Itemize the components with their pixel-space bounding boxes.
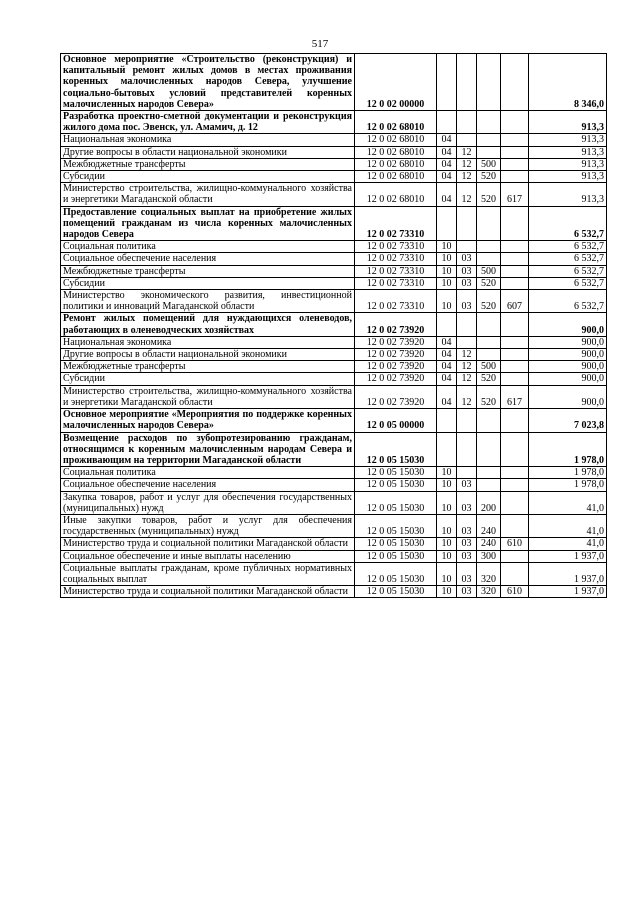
cell-amount: 6 532,7	[529, 265, 607, 277]
cell-administrator	[501, 206, 529, 241]
table-row	[61, 134, 607, 146]
cell-amount: 913,3	[529, 134, 607, 146]
cell-subsection: 03	[457, 479, 477, 491]
cell-administrator: 607	[501, 290, 529, 313]
cell-section: 10	[437, 586, 457, 598]
cell-administrator	[501, 361, 529, 373]
cell-subsection: 12	[457, 183, 477, 206]
row-label: Социальное обеспечение населения	[63, 479, 217, 491]
cell-code: 12 0 02 68010	[355, 146, 437, 158]
table-row	[61, 373, 607, 385]
cell-section: 04	[437, 183, 457, 206]
cell-name	[61, 409, 355, 432]
cell-code: 12 0 05 00000	[355, 409, 437, 432]
cell-code: 12 0 02 73920	[355, 373, 437, 385]
cell-code: 12 0 05 15030	[355, 479, 437, 491]
cell-administrator	[501, 253, 529, 265]
budget-table	[60, 53, 607, 598]
cell-expense-type	[477, 479, 501, 491]
cell-name	[61, 373, 355, 385]
cell-amount: 8 346,0	[529, 54, 607, 111]
cell-expense-type: 520	[477, 290, 501, 313]
cell-subsection	[457, 241, 477, 253]
cell-name	[61, 265, 355, 277]
row-label: Предоставление социальных выплат на приобретение жилых помещений гражданам из числа коренных малочисленных народов Севера	[63, 206, 352, 241]
cell-expense-type: 320	[477, 586, 501, 598]
cell-section: 10	[437, 479, 457, 491]
cell-section	[437, 111, 457, 134]
cell-name	[61, 336, 355, 348]
table-row	[61, 538, 607, 550]
row-label: Социальная политика	[63, 467, 156, 479]
cell-amount: 1 978,0	[529, 432, 607, 467]
cell-subsection: 03	[457, 550, 477, 562]
cell-expense-type	[477, 146, 501, 158]
cell-name	[61, 432, 355, 467]
cell-code: 12 0 02 73920	[355, 349, 437, 361]
cell-administrator	[501, 134, 529, 146]
cell-expense-type	[477, 336, 501, 348]
row-label: Другие вопросы в области национальной экономики	[63, 146, 287, 158]
cell-section: 10	[437, 467, 457, 479]
cell-expense-type	[477, 241, 501, 253]
cell-subsection: 03	[457, 491, 477, 514]
cell-administrator	[501, 241, 529, 253]
row-label: Министерство труда и социальной политики Магаданской области	[63, 538, 348, 550]
row-label: Другие вопросы в области национальной экономики	[63, 349, 287, 361]
row-label: Министерство труда и социальной политики Магаданской области	[63, 586, 348, 598]
cell-code: 12 0 02 73310	[355, 277, 437, 289]
cell-amount: 900,0	[529, 385, 607, 408]
cell-expense-type: 520	[477, 277, 501, 289]
cell-subsection	[457, 467, 477, 479]
table-row	[61, 253, 607, 265]
table-row	[61, 111, 607, 134]
cell-code: 12 0 02 68010	[355, 158, 437, 170]
cell-section	[437, 432, 457, 467]
cell-administrator	[501, 373, 529, 385]
cell-amount: 913,3	[529, 146, 607, 158]
table-row	[61, 385, 607, 408]
cell-subsection	[457, 54, 477, 111]
cell-amount: 913,3	[529, 158, 607, 170]
cell-subsection	[457, 313, 477, 336]
table-row	[61, 158, 607, 170]
cell-expense-type	[477, 409, 501, 432]
cell-expense-type: 520	[477, 385, 501, 408]
cell-code: 12 0 05 15030	[355, 550, 437, 562]
cell-code: 12 0 02 73310	[355, 265, 437, 277]
cell-administrator	[501, 146, 529, 158]
row-label: Закупка товаров, работ и услуг для обеспечения государственных (муниципальных) нужд	[63, 491, 352, 514]
cell-administrator	[501, 432, 529, 467]
table-row	[61, 277, 607, 289]
cell-subsection: 12	[457, 373, 477, 385]
table-row	[61, 550, 607, 562]
cell-expense-type	[477, 54, 501, 111]
cell-name	[61, 158, 355, 170]
cell-amount: 913,3	[529, 183, 607, 206]
cell-name	[61, 349, 355, 361]
cell-administrator: 617	[501, 385, 529, 408]
cell-amount: 900,0	[529, 373, 607, 385]
row-label: Основное мероприятие «Мероприятия по поддержке коренных малочисленных народов Севера»	[63, 409, 352, 432]
cell-amount: 913,3	[529, 171, 607, 183]
cell-section: 04	[437, 134, 457, 146]
cell-code: 12 0 05 15030	[355, 467, 437, 479]
cell-section: 10	[437, 538, 457, 550]
cell-code: 12 0 05 15030	[355, 562, 437, 585]
cell-code: 12 0 02 00000	[355, 54, 437, 111]
cell-administrator	[501, 491, 529, 514]
cell-name	[61, 491, 355, 514]
cell-section: 04	[437, 336, 457, 348]
cell-subsection: 12	[457, 171, 477, 183]
cell-amount: 41,0	[529, 538, 607, 550]
cell-section	[437, 54, 457, 111]
cell-code: 12 0 02 73920	[355, 336, 437, 348]
cell-code: 12 0 02 68010	[355, 134, 437, 146]
cell-code: 12 0 05 15030	[355, 538, 437, 550]
cell-subsection: 03	[457, 277, 477, 289]
cell-expense-type: 300	[477, 550, 501, 562]
row-label: Межбюджетные трансферты	[63, 361, 186, 373]
cell-subsection: 12	[457, 146, 477, 158]
cell-amount: 41,0	[529, 514, 607, 537]
cell-code: 12 0 05 15030	[355, 514, 437, 537]
cell-code: 12 0 02 73310	[355, 241, 437, 253]
cell-administrator: 617	[501, 183, 529, 206]
cell-expense-type: 240	[477, 514, 501, 537]
table-row	[61, 146, 607, 158]
cell-amount: 900,0	[529, 336, 607, 348]
cell-subsection: 12	[457, 349, 477, 361]
cell-name	[61, 550, 355, 562]
cell-section: 04	[437, 146, 457, 158]
cell-code: 12 0 05 15030	[355, 432, 437, 467]
table-row	[61, 514, 607, 537]
cell-section	[437, 409, 457, 432]
table-row	[61, 586, 607, 598]
row-label: Разработка проектно-сметной документации и реконструкция жилого дома пос. Эвенск, ул. Амамич, д. 12	[63, 111, 352, 134]
cell-section: 10	[437, 562, 457, 585]
cell-code: 12 0 02 73920	[355, 385, 437, 408]
cell-amount: 913,3	[529, 111, 607, 134]
row-label: Ремонт жилых помещений для нуждающихся оленеводов, работающих в оленеводческих хозяйствах	[63, 313, 352, 336]
cell-code: 12 0 02 73310	[355, 206, 437, 241]
cell-name	[61, 586, 355, 598]
cell-subsection: 03	[457, 586, 477, 598]
cell-expense-type: 320	[477, 562, 501, 585]
table-row	[61, 183, 607, 206]
cell-name	[61, 538, 355, 550]
cell-code: 12 0 02 73310	[355, 290, 437, 313]
cell-name	[61, 385, 355, 408]
cell-expense-type	[477, 313, 501, 336]
cell-expense-type: 500	[477, 265, 501, 277]
table-row	[61, 467, 607, 479]
cell-name	[61, 313, 355, 336]
cell-code: 12 0 02 73310	[355, 253, 437, 265]
cell-administrator	[501, 479, 529, 491]
cell-section: 10	[437, 290, 457, 313]
table-row	[61, 336, 607, 348]
cell-name	[61, 111, 355, 134]
cell-name	[61, 479, 355, 491]
cell-administrator	[501, 562, 529, 585]
cell-subsection: 03	[457, 562, 477, 585]
cell-name	[61, 361, 355, 373]
cell-subsection: 03	[457, 514, 477, 537]
cell-amount: 1 937,0	[529, 550, 607, 562]
table-row	[61, 491, 607, 514]
cell-expense-type	[477, 253, 501, 265]
cell-code: 12 0 02 68010	[355, 171, 437, 183]
cell-name	[61, 134, 355, 146]
cell-name	[61, 171, 355, 183]
cell-subsection	[457, 111, 477, 134]
cell-administrator	[501, 336, 529, 348]
cell-amount: 6 532,7	[529, 241, 607, 253]
row-label: Субсидии	[63, 171, 105, 183]
cell-section: 10	[437, 241, 457, 253]
cell-amount: 900,0	[529, 361, 607, 373]
row-label: Социальное обеспечение и иные выплаты населению	[63, 550, 291, 562]
row-label: Возмещение расходов по зубопротезированию гражданам, относящимся к коренным малочисленным народам Севера и проживающим на территории Магаданской области	[63, 432, 352, 466]
cell-name	[61, 241, 355, 253]
row-label: Министерство строительства, жилищно-коммунального хозяйства и энергетики Магаданской области	[63, 385, 352, 408]
cell-amount: 1 978,0	[529, 479, 607, 491]
cell-section	[437, 313, 457, 336]
cell-section	[437, 206, 457, 241]
table-row	[61, 241, 607, 253]
table-body	[61, 54, 607, 598]
cell-section: 10	[437, 277, 457, 289]
row-label: Министерство экономического развития, инвестиционной политики и инноваций Магаданской области	[63, 290, 352, 313]
cell-amount: 1 937,0	[529, 562, 607, 585]
cell-expense-type: 240	[477, 538, 501, 550]
cell-administrator	[501, 514, 529, 537]
cell-amount: 41,0	[529, 491, 607, 514]
cell-section: 04	[437, 361, 457, 373]
cell-expense-type: 500	[477, 158, 501, 170]
cell-subsection	[457, 409, 477, 432]
row-label: Социальное обеспечение населения	[63, 253, 217, 265]
table-row	[61, 290, 607, 313]
table-row	[61, 361, 607, 373]
cell-subsection: 03	[457, 265, 477, 277]
table-row	[61, 206, 607, 241]
cell-code: 12 0 02 73920	[355, 361, 437, 373]
cell-amount: 1 978,0	[529, 467, 607, 479]
cell-name	[61, 467, 355, 479]
cell-amount: 900,0	[529, 313, 607, 336]
cell-administrator	[501, 349, 529, 361]
row-label: Основное мероприятие «Строительство (реконструкция) и капитальный ремонт жилых домов в местах проживания коренных малочисленных народов Севера, улучшение социально-бытовых условий представителей коренных малочисленных народов Севера»	[63, 54, 352, 110]
table-row	[61, 409, 607, 432]
cell-section: 10	[437, 253, 457, 265]
table-row	[61, 171, 607, 183]
cell-administrator	[501, 265, 529, 277]
cell-expense-type: 520	[477, 373, 501, 385]
row-label: Социальная политика	[63, 241, 156, 253]
table-row	[61, 313, 607, 336]
cell-subsection: 03	[457, 290, 477, 313]
cell-amount: 1 937,0	[529, 586, 607, 598]
cell-administrator	[501, 550, 529, 562]
cell-section: 04	[437, 158, 457, 170]
cell-expense-type: 520	[477, 183, 501, 206]
cell-name	[61, 253, 355, 265]
page-number: 517	[311, 38, 329, 50]
row-label: Иные закупки товаров, работ и услуг для обеспечения государственных (муниципальных) нужд	[63, 514, 352, 538]
row-label: Субсидии	[63, 373, 105, 385]
cell-subsection: 03	[457, 538, 477, 550]
table-row	[61, 265, 607, 277]
cell-subsection	[457, 432, 477, 467]
cell-subsection	[457, 134, 477, 146]
table-row	[61, 349, 607, 361]
cell-section: 10	[437, 491, 457, 514]
table-row	[61, 54, 607, 111]
table-row	[61, 479, 607, 491]
cell-amount: 7 023,8	[529, 409, 607, 432]
cell-expense-type: 520	[477, 171, 501, 183]
cell-code: 12 0 05 15030	[355, 491, 437, 514]
cell-section: 04	[437, 171, 457, 183]
cell-subsection: 03	[457, 253, 477, 265]
cell-administrator	[501, 313, 529, 336]
row-label: Национальная экономика	[63, 134, 172, 146]
row-label: Субсидии	[63, 277, 105, 289]
cell-section: 04	[437, 385, 457, 408]
cell-expense-type	[477, 467, 501, 479]
cell-name	[61, 514, 355, 537]
row-label: Социальные выплаты гражданам, кроме публичных нормативных социальных выплат	[63, 562, 352, 585]
cell-amount: 6 532,7	[529, 277, 607, 289]
cell-name	[61, 54, 355, 111]
cell-administrator	[501, 409, 529, 432]
cell-administrator	[501, 277, 529, 289]
cell-section: 10	[437, 550, 457, 562]
cell-name	[61, 290, 355, 313]
cell-expense-type: 200	[477, 491, 501, 514]
row-label: Межбюджетные трансферты	[63, 265, 186, 277]
table-row	[61, 432, 607, 467]
cell-expense-type	[477, 349, 501, 361]
cell-section: 10	[437, 265, 457, 277]
row-label: Межбюджетные трансферты	[63, 158, 186, 170]
cell-amount: 6 532,7	[529, 206, 607, 241]
cell-subsection	[457, 336, 477, 348]
cell-expense-type	[477, 432, 501, 467]
cell-amount: 6 532,7	[529, 253, 607, 265]
cell-name	[61, 277, 355, 289]
cell-administrator	[501, 111, 529, 134]
row-label: Национальная экономика	[63, 336, 172, 348]
cell-administrator	[501, 54, 529, 111]
cell-name	[61, 183, 355, 206]
cell-section: 04	[437, 349, 457, 361]
cell-subsection: 12	[457, 385, 477, 408]
cell-subsection: 12	[457, 361, 477, 373]
cell-name	[61, 562, 355, 585]
cell-administrator: 610	[501, 538, 529, 550]
cell-subsection	[457, 206, 477, 241]
cell-expense-type: 500	[477, 361, 501, 373]
cell-expense-type	[477, 134, 501, 146]
cell-section: 04	[437, 373, 457, 385]
cell-expense-type	[477, 111, 501, 134]
cell-code: 12 0 05 15030	[355, 586, 437, 598]
cell-subsection: 12	[457, 158, 477, 170]
cell-amount: 900,0	[529, 349, 607, 361]
cell-name	[61, 146, 355, 158]
cell-administrator	[501, 158, 529, 170]
cell-name	[61, 206, 355, 241]
cell-administrator	[501, 171, 529, 183]
cell-code: 12 0 02 68010	[355, 111, 437, 134]
cell-code: 12 0 02 68010	[355, 183, 437, 206]
cell-amount: 6 532,7	[529, 290, 607, 313]
cell-expense-type	[477, 206, 501, 241]
table-row	[61, 562, 607, 585]
cell-administrator	[501, 467, 529, 479]
cell-administrator: 610	[501, 586, 529, 598]
row-label: Министерство строительства, жилищно-коммунального хозяйства и энергетики Магаданской области	[63, 183, 352, 206]
cell-code: 12 0 02 73920	[355, 313, 437, 336]
cell-section: 10	[437, 514, 457, 537]
